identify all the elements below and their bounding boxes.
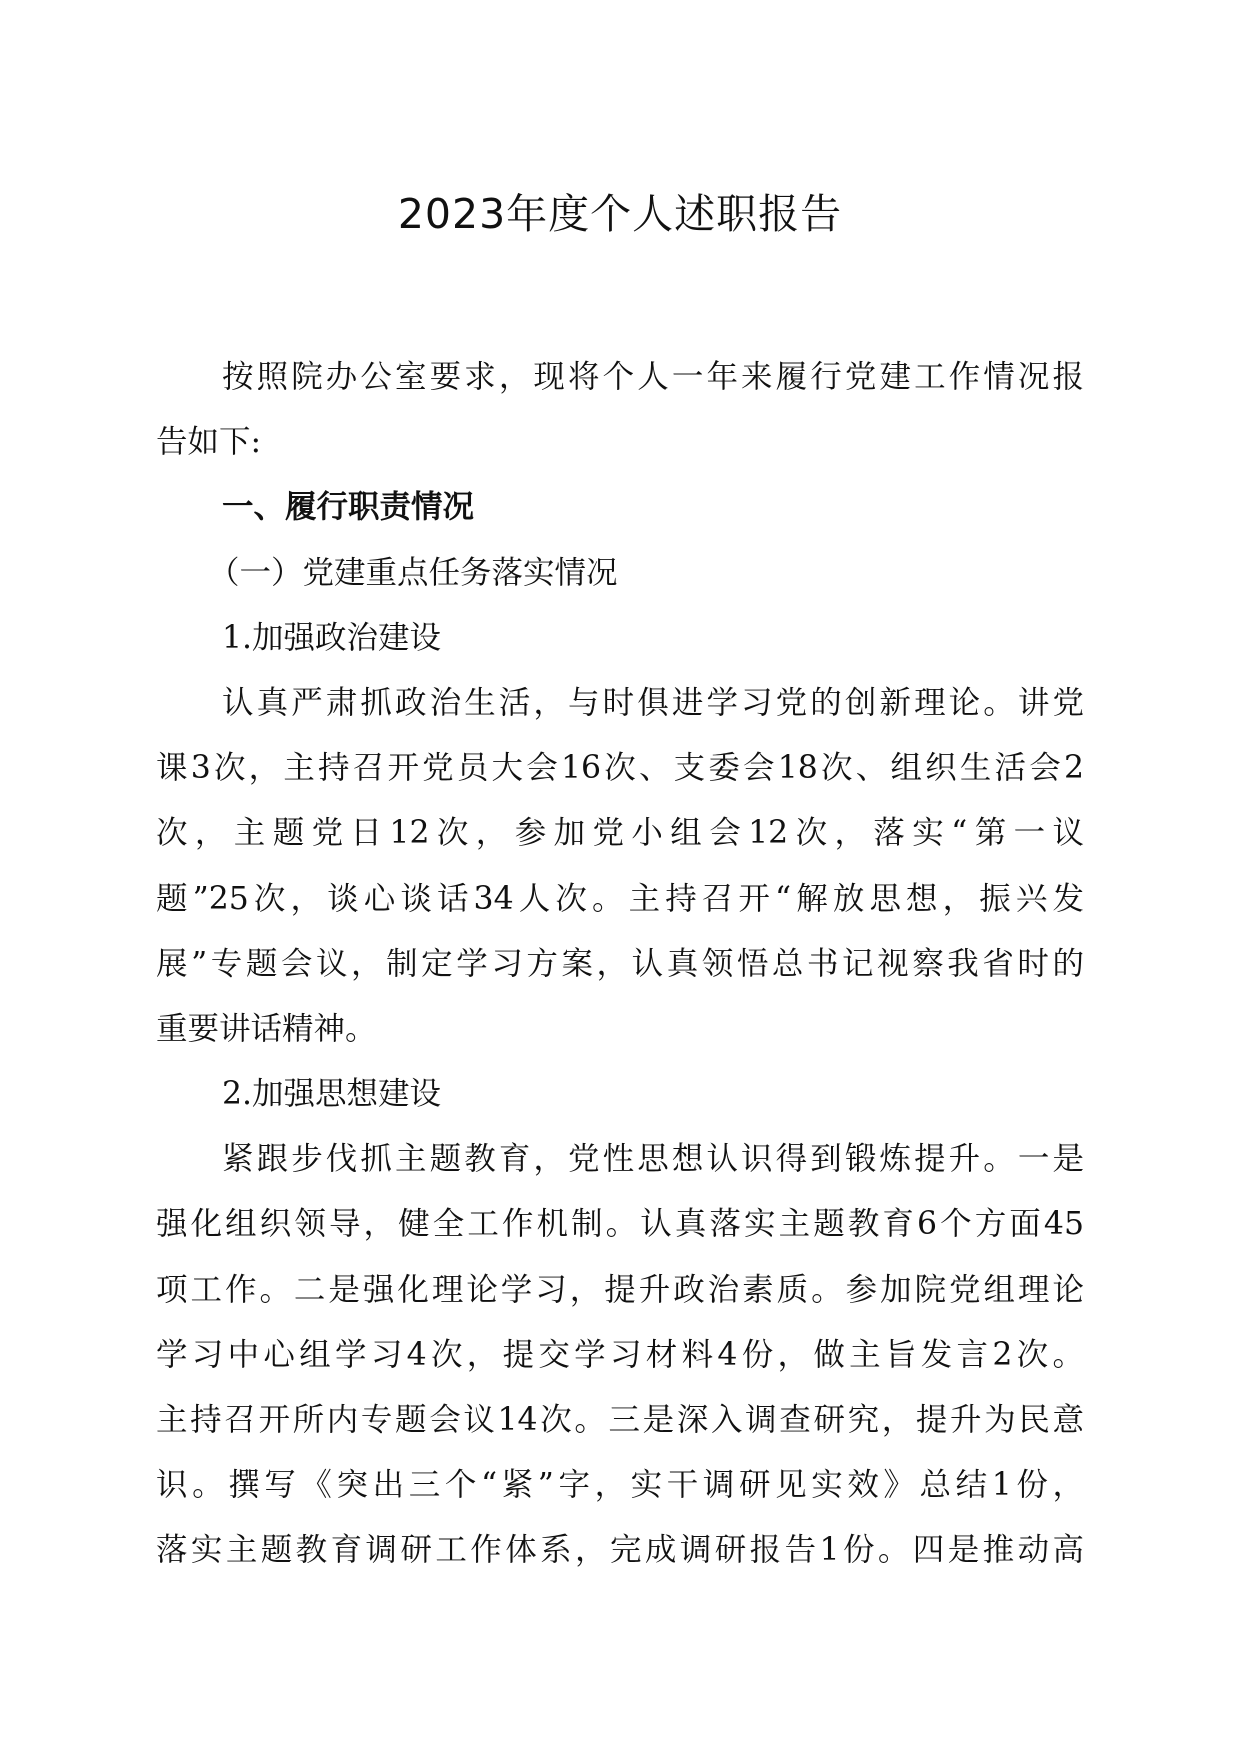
paragraph-line: 强化组织领导，健全工作机制。认真落实主题教育6个方面45	[156, 1206, 1084, 1243]
paragraph	[156, 1127, 1084, 1583]
paragraph-line: 紧跟步伐抓主题教育，党性思想认识得到锻炼提升。一是	[222, 1141, 1084, 1178]
paragraph-line: 学习中心组学习4次，提交学习材料4份，做主旨发言2次。	[156, 1336, 1084, 1373]
paragraph-line: 次，主题党日12次，参加党小组会12次，落实“第一议	[156, 815, 1084, 852]
paragraph-line: 落实主题教育调研工作体系，完成调研报告1份。四是推动高	[156, 1532, 1084, 1569]
intro-line: 按照院办公室要求，现将个人一年来履行党建工作情况报	[222, 359, 1084, 395]
section-heading: 一、履行职责情况	[222, 489, 475, 526]
paragraph-line: 认真严肃抓政治生活，与时俱进学习党的创新理论。讲党	[222, 684, 1084, 721]
item-heading: 2.加强思想建设	[222, 1076, 442, 1113]
paragraph-line: 项工作。二是强化理论学习，提升政治素质。参加院党组理论	[156, 1271, 1084, 1308]
paragraph-line: 主持召开所内专题会议14次。三是深入调查研究，提升为民意	[156, 1402, 1084, 1438]
paragraph-line: 展”专题会议，制定学习方案，认真领悟总书记视察我省时的	[156, 945, 1084, 982]
paragraph-line: 识。撰写《突出三个“紧”字，实干调研见实效》总结1份，	[156, 1467, 1084, 1504]
document-body	[156, 345, 1084, 1584]
item-heading: 1.加强政治建设	[222, 619, 442, 656]
paragraph-line: 课3次，主持召开党员大会16次、支委会18次、组织生活会2	[156, 750, 1084, 787]
paragraph-line: 题”25次，谈心谈话34人次。主持召开“解放思想，振兴发	[156, 880, 1084, 917]
paragraph	[156, 671, 1084, 1062]
subsection-heading: （一）党建重点任务落实情况	[208, 554, 618, 591]
paragraph-line: 重要讲话精神。	[156, 1010, 377, 1047]
intro-line: 告如下:	[156, 424, 262, 461]
document-title: 2023年度个人述职报告	[397, 190, 843, 238]
